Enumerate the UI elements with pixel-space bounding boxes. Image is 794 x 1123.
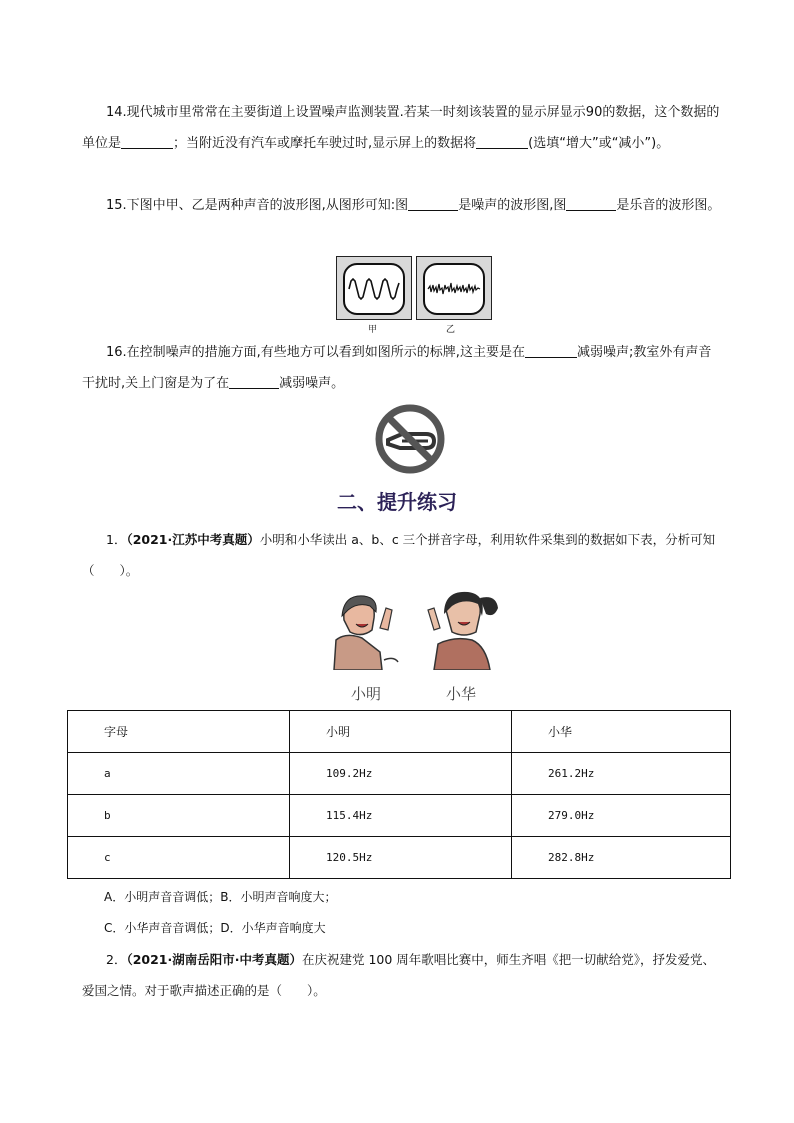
q15-text-2: 是噪声的波形图,图 <box>458 198 567 213</box>
waveform-yi-label: 乙 <box>446 325 456 335</box>
answer-blank <box>408 196 458 211</box>
table-cell: 282.8Hz <box>512 837 731 879</box>
xiaoming-cartoon-icon <box>322 590 402 670</box>
table-cell: 109.2Hz <box>290 753 512 795</box>
q15-text-1: 15.下图中甲、乙是两种声音的波形图,从图形可知:图 <box>106 198 409 213</box>
no-honking-sign-icon <box>372 404 448 474</box>
table-header-cell: 小明 <box>290 711 512 753</box>
waveform-jia-figure <box>336 256 412 320</box>
table-row <box>68 753 731 795</box>
sine-wave-icon <box>345 265 403 313</box>
question-14 <box>82 97 722 159</box>
q16-text-1: 16.在控制噪声的措施方面,有些地方可以看到如图所示的标牌,这主要是在 <box>106 345 525 360</box>
answer-blank <box>121 134 173 149</box>
q2-number: 2． <box>106 952 127 967</box>
section-title: 二、提升练习 <box>337 490 457 514</box>
frequency-table <box>67 710 731 879</box>
q14-text-2: ；当附近没有汽车或摩托车驶过时,显示屏上的数据将 <box>173 136 477 151</box>
q1-number: 1． <box>106 532 127 547</box>
noise-wave-icon <box>425 265 483 313</box>
table-row <box>68 837 731 879</box>
xiaohua-caption: 小华 <box>446 685 477 703</box>
question-16 <box>82 337 722 399</box>
table-header-row <box>68 711 731 753</box>
q14-text-3: (选填“增大”或“减小”)。 <box>528 136 670 151</box>
table-cell: 120.5Hz <box>290 837 512 879</box>
q2-text: 在庆祝建党 100 周年歌唱比赛中，师生齐唱《把一切献给党》，抒发爱党、爱国之情。对于歌声描述正确的是（ ）。 <box>82 952 716 998</box>
question-2 <box>82 944 722 1006</box>
table-cell: b <box>68 795 290 837</box>
q14-text-1: 14.现代城市里常常在主要街道上设置噪声监测装置.若某一时刻该装置的显示屏显示90的数据，这个数据的单位是 <box>82 105 720 151</box>
answer-blank <box>525 343 577 358</box>
waveform-jia-label: 甲 <box>368 325 378 335</box>
q2-source: （2021·湖南岳阳市·中考真题） <box>126 952 302 967</box>
table-cell: 261.2Hz <box>512 753 731 795</box>
q1-options-ab: A．小明声音音调低；B．小明声音响度大； <box>104 890 337 904</box>
question-15 <box>82 190 722 221</box>
table-header-cell: 小华 <box>512 711 731 753</box>
table-cell: a <box>68 753 290 795</box>
table-header-cell: 字母 <box>68 711 290 753</box>
answer-blank <box>476 134 528 149</box>
waveform-yi-figure <box>416 256 492 320</box>
table-cell: 115.4Hz <box>290 795 512 837</box>
table-cell: c <box>68 837 290 879</box>
table-row <box>68 795 731 837</box>
q1-options-cd: C．小华声音音调低；D．小华声音响度大 <box>104 921 326 935</box>
q16-text-2: 减弱噪声;教室外有声音干扰时,关上门窗是为了在 <box>82 345 712 391</box>
question-1 <box>82 524 722 586</box>
answer-blank <box>229 374 279 389</box>
xiaohua-cartoon-icon <box>420 588 502 670</box>
xiaoming-caption: 小明 <box>351 685 382 703</box>
answer-blank <box>566 196 616 211</box>
table-cell: 279.0Hz <box>512 795 731 837</box>
q15-text-3: 是乐音的波形图。 <box>616 198 721 213</box>
q1-source: （2021·江苏中考真题） <box>126 532 260 547</box>
q16-text-3: 减弱噪声。 <box>279 376 345 391</box>
q1-text: 小明和小华读出 a、b、c 三个拼音字母，利用软件采集到的数据如下表，分析可知（ ）。 <box>82 532 716 578</box>
